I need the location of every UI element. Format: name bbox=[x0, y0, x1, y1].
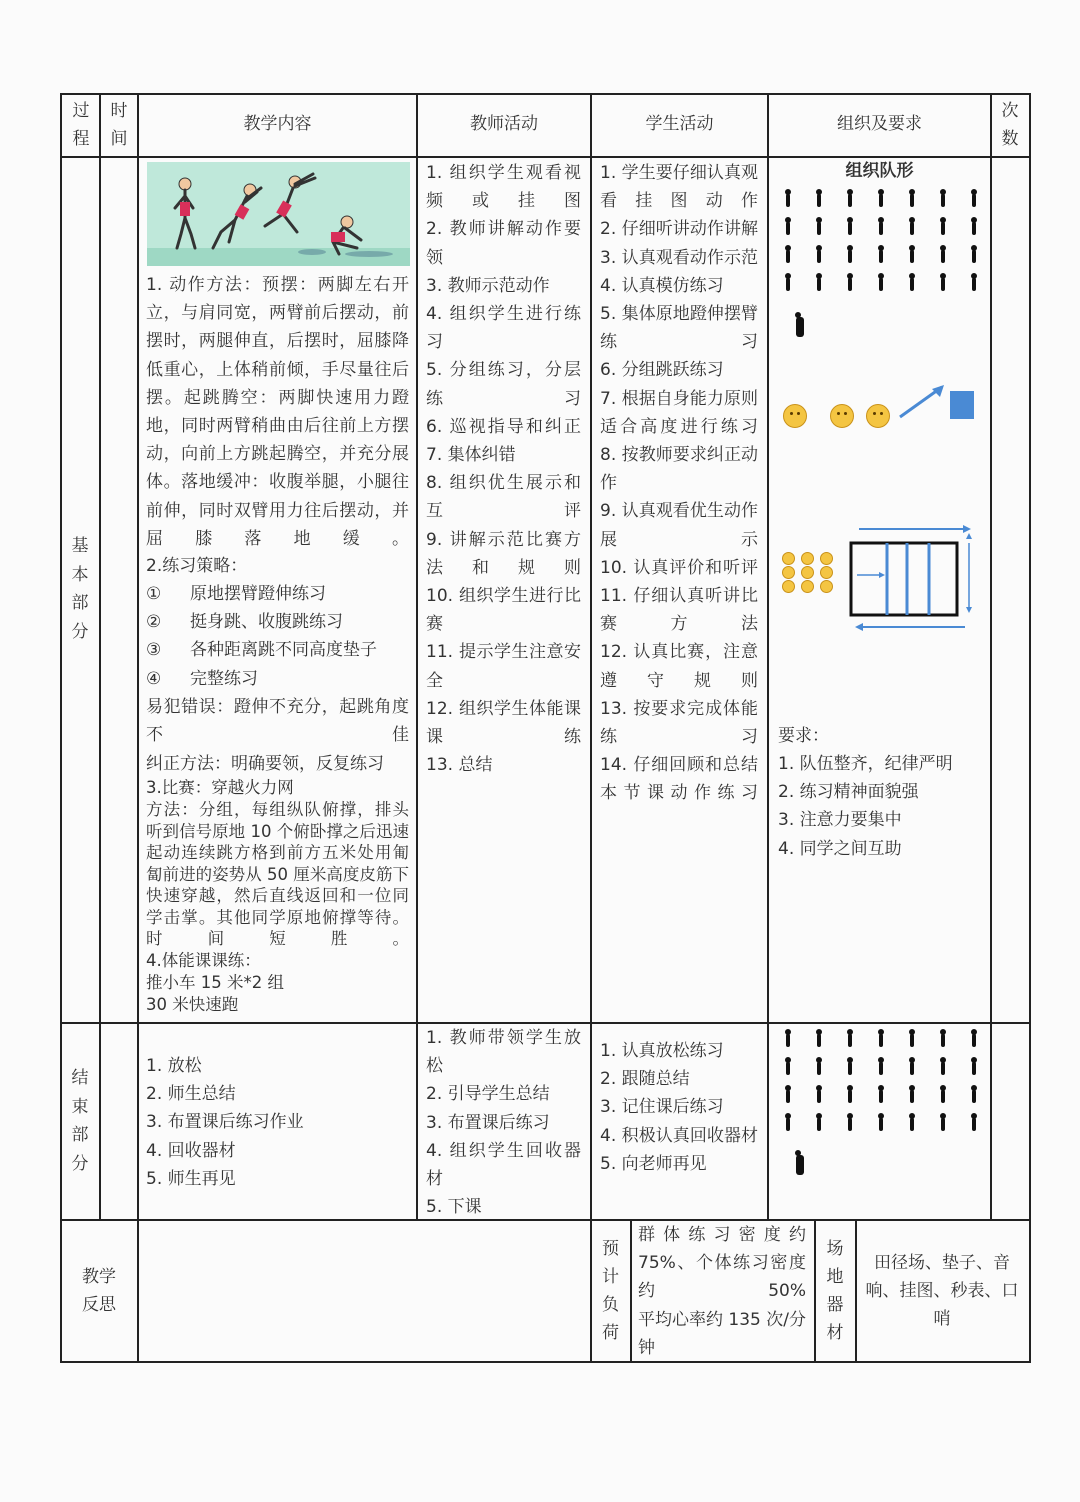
student-figure-icon bbox=[972, 250, 976, 263]
student-figure-icon bbox=[786, 1090, 790, 1103]
ending-teacher-item: 4. 组织学生回收器材 bbox=[426, 1140, 581, 1190]
student-figure-icon bbox=[941, 250, 945, 263]
requirements-title: 要求： bbox=[778, 726, 829, 746]
student-figure-icon bbox=[786, 222, 790, 235]
student-figure-icon bbox=[879, 278, 883, 291]
jump-arrow-icon bbox=[896, 381, 948, 421]
student-figure-icon bbox=[786, 1062, 790, 1075]
teacher-activity-item: 1. 组织学生观看视频或挂图 bbox=[426, 163, 581, 212]
fitness-title: 4.体能课课练： bbox=[146, 951, 261, 970]
student-figure-icon bbox=[910, 222, 914, 235]
student-figure-icon bbox=[910, 1118, 914, 1131]
load-label: 预计负荷 bbox=[602, 1239, 619, 1343]
student-figure-icon bbox=[879, 250, 883, 263]
ending-section-label: 结束部分 bbox=[71, 1068, 89, 1174]
student-figure-icon bbox=[972, 1118, 976, 1131]
teacher-activity-item: 4. 组织学生进行练习 bbox=[426, 304, 581, 353]
teacher-activity-item: 8. 组织优生展示和互评 bbox=[426, 473, 581, 522]
col-divider-process bbox=[99, 93, 101, 1219]
student-figure-icon bbox=[848, 194, 852, 207]
reflection-label: 教学反思 bbox=[82, 1267, 116, 1315]
team-smiley-icon bbox=[782, 552, 795, 565]
student-figure-icon bbox=[786, 278, 790, 291]
team-smiley-icon bbox=[782, 566, 795, 579]
header-process: 过程 bbox=[72, 101, 90, 149]
student-activity-item: 2. 仔细听讲动作讲解 bbox=[600, 219, 758, 240]
load-density-text: 群体练习密度约 75%、个体练习密度约 50% bbox=[638, 1225, 806, 1302]
col-divider-student bbox=[767, 93, 769, 1219]
student-figure-icon bbox=[879, 1062, 883, 1075]
common-errors-text: 易犯错误：蹬伸不充分，起跳角度不佳 bbox=[146, 697, 409, 746]
ending-content-item: 2. 师生总结 bbox=[146, 1084, 236, 1105]
team-smiley-icon bbox=[820, 552, 833, 565]
fitness-item-1: 推小车 15 米*2 组 bbox=[146, 973, 284, 992]
ending-content-item: 3. 布置课后练习作业 bbox=[146, 1112, 304, 1133]
ending-content-item: 1. 放松 bbox=[146, 1056, 202, 1076]
student-activity-item: 12. 认真比赛，注意遵守规则 bbox=[600, 642, 758, 691]
student-smiley-icon bbox=[830, 404, 854, 428]
game-title: 3.比赛：穿越火力网 bbox=[146, 778, 294, 797]
table-border-bottom bbox=[60, 1361, 1030, 1363]
col-divider-org bbox=[990, 93, 992, 1219]
header-times: 次数 bbox=[1001, 101, 1019, 149]
student-figure-icon bbox=[848, 250, 852, 263]
venue-equipment-text: 田径场、垫子、音响、挂图、秒表、口哨 bbox=[865, 1252, 1019, 1330]
load-heart-rate-text: 平均心率约 135 次/分钟 bbox=[638, 1310, 806, 1359]
teacher-activity-item: 12. 组织学生体能课课练 bbox=[426, 698, 581, 748]
ending-student-list bbox=[600, 1037, 758, 1178]
requirement-item: 3. 注意力要集中 bbox=[778, 810, 902, 831]
ending-student-item: 1. 认真放松练习 bbox=[600, 1041, 724, 1061]
student-figure-icon bbox=[817, 222, 821, 235]
lesson-plan-table bbox=[60, 93, 1030, 1363]
teacher-activity-item: 11. 提示学生注意安全 bbox=[426, 642, 581, 691]
ending-student-item: 4. 积极认真回收器材 bbox=[600, 1125, 758, 1146]
student-figure-icon bbox=[910, 278, 914, 291]
team-smiley-icon bbox=[801, 552, 814, 565]
student-figure-icon bbox=[817, 194, 821, 207]
student-figure-icon bbox=[910, 250, 914, 263]
student-figure-icon bbox=[817, 1090, 821, 1103]
student-activity-item: 14. 仔细回顾和总结本节课动作练习 bbox=[600, 755, 758, 804]
student-figure-icon bbox=[972, 1034, 976, 1047]
strategy-item: ① 原地摆臂蹬伸练习 bbox=[146, 584, 326, 604]
formation-grid-ending bbox=[780, 1028, 980, 1138]
teacher-figure bbox=[796, 1155, 804, 1175]
student-figure-icon bbox=[879, 1090, 883, 1103]
ending-student-item: 5. 向老师再见 bbox=[600, 1153, 707, 1174]
student-figure-icon bbox=[848, 1090, 852, 1103]
ending-content-list bbox=[146, 1052, 409, 1193]
strategy-list bbox=[146, 580, 409, 693]
team-smiley-icon bbox=[820, 580, 833, 593]
col-divider-content bbox=[416, 93, 418, 1219]
requirement-item: 4. 同学之间互助 bbox=[778, 838, 902, 859]
teacher-activity-item: 7. 集体纠错 bbox=[426, 445, 516, 466]
student-figure-icon bbox=[941, 1118, 945, 1131]
fitness-item-2: 30 米快速跑 bbox=[146, 995, 239, 1014]
student-figure-icon bbox=[786, 1118, 790, 1131]
student-smiley-icon bbox=[783, 404, 807, 428]
student-figure-icon bbox=[910, 1062, 914, 1075]
student-activity-item: 1. 学生要仔细认真观看挂图动作 bbox=[600, 163, 758, 212]
student-figure-icon bbox=[879, 1034, 883, 1047]
student-figure-icon bbox=[786, 1034, 790, 1047]
strategy-title: 2.练习策略： bbox=[146, 556, 248, 576]
game-method-text: 方法：分组，每组纵队俯撑，排头听到信号原地 10 个俯卧撑之后迅速起动连续跳方格到前方五米处用匍匐前进的姿势从 50 厘米高度皮筋下快速穿越，然后直线返回和一位同学击掌。其他同学原地俯撑等待。时间短胜。 bbox=[146, 800, 409, 948]
teacher-activity-item: 6. 巡视指导和纠正 bbox=[426, 416, 581, 437]
student-figure-icon bbox=[941, 278, 945, 291]
student-figure-icon bbox=[972, 222, 976, 235]
ending-student-item: 3. 记住课后练习 bbox=[600, 1097, 724, 1118]
student-figure-icon bbox=[817, 1062, 821, 1075]
teacher-activity-item: 10. 组织学生进行比赛 bbox=[426, 586, 581, 635]
col-divider-time bbox=[137, 93, 139, 1363]
student-activity-item: 10. 认真评价和听评 bbox=[600, 557, 758, 578]
teacher-activity-item: 3. 教师示范动作 bbox=[426, 275, 550, 296]
ending-teacher-item: 1. 教师带领学生放松 bbox=[426, 1028, 581, 1077]
strategy-item: ④ 完整练习 bbox=[146, 668, 258, 689]
ending-teacher-item: 2. 引导学生总结 bbox=[426, 1084, 550, 1105]
student-activity-item: 5. 集体原地蹬伸摆臂练习 bbox=[600, 304, 758, 353]
landing-mat-icon bbox=[950, 391, 974, 419]
student-figure-icon bbox=[910, 1034, 914, 1047]
teacher-figure bbox=[796, 317, 804, 337]
teacher-activity-item: 13. 总结 bbox=[426, 755, 493, 776]
team-smiley-icon bbox=[801, 580, 814, 593]
requirement-item: 1. 队伍整齐，纪律严明 bbox=[778, 754, 953, 774]
student-figure-icon bbox=[786, 250, 790, 263]
student-figure-icon bbox=[786, 194, 790, 207]
student-figure-icon bbox=[879, 1118, 883, 1131]
student-figure-icon bbox=[848, 222, 852, 235]
student-figure-icon bbox=[817, 1118, 821, 1131]
student-activity-item: 11. 仔细认真听讲比赛方法 bbox=[600, 586, 758, 635]
student-activity-list bbox=[600, 159, 758, 808]
team-smiley-icon bbox=[820, 566, 833, 579]
teacher-activity-item: 5. 分组练习，分层练习 bbox=[426, 360, 581, 409]
col-divider-teacher bbox=[590, 93, 592, 1363]
header-content: 教学内容 bbox=[243, 114, 312, 135]
requirements-list bbox=[778, 750, 988, 863]
student-figure-icon bbox=[972, 1062, 976, 1075]
table-border-right bbox=[1029, 93, 1031, 1363]
student-activity-item: 7. 根据自身能力原则适合高度进行练习 bbox=[600, 388, 758, 437]
student-figure-icon bbox=[848, 278, 852, 291]
student-figure-icon bbox=[941, 1062, 945, 1075]
student-activity-item: 4. 认真模仿练习 bbox=[600, 275, 724, 296]
long-jump-illustration bbox=[147, 162, 410, 266]
teacher-activity-list bbox=[426, 159, 581, 779]
student-activity-item: 13. 按要求完成体能练习 bbox=[600, 698, 758, 748]
requirement-item: 2. 练习精神面貌强 bbox=[778, 782, 919, 803]
game-field-diagram bbox=[845, 523, 975, 635]
student-figure-icon bbox=[972, 194, 976, 207]
student-activity-item: 6. 分组跳跃练习 bbox=[600, 360, 724, 381]
teacher-activity-item: 9. 讲解示范比赛方法和规则 bbox=[426, 529, 581, 578]
action-method-text: 1. 动作方法：预摆：两脚左右开立，与肩同宽，两臂前后摆动，前摆时，两腿伸直，后摆时，屈膝降低重心，上体稍前倾，手尽量往后摆。起跳腾空：两脚快速用力蹬地，同时两臂稍曲由后往前上方摆动，向前上方跳起腾空，并充分展体。落地缓冲：收腹举腿，小腿往前伸，同时双臂用力往后摆动，并屈膝落地缓。 bbox=[146, 275, 409, 549]
header-organization: 组织及要求 bbox=[837, 114, 922, 135]
formation-title: 组织队形 bbox=[845, 161, 914, 181]
team-smiley-icon bbox=[782, 580, 795, 593]
student-figure-icon bbox=[910, 1090, 914, 1103]
student-figure-icon bbox=[941, 1090, 945, 1103]
student-figure-icon bbox=[941, 194, 945, 207]
footer-divider-load bbox=[630, 1219, 632, 1362]
header-teacher: 教师活动 bbox=[470, 114, 538, 135]
teacher-activity-item: 2. 教师讲解动作要领 bbox=[426, 219, 581, 268]
student-activity-item: 8. 按教师要求纠正动作 bbox=[600, 445, 758, 494]
strategy-item: ② 挺身跳、收腹跳练习 bbox=[146, 612, 343, 633]
header-student: 学生活动 bbox=[645, 114, 714, 135]
student-figure-icon bbox=[817, 278, 821, 291]
student-figure-icon bbox=[817, 250, 821, 263]
student-figure-icon bbox=[817, 1034, 821, 1047]
venue-label: 场地器材 bbox=[826, 1239, 844, 1343]
ending-content-item: 4. 回收器材 bbox=[146, 1140, 236, 1161]
footer-divider-venue bbox=[855, 1219, 857, 1362]
student-figure-icon bbox=[848, 1062, 852, 1075]
student-smiley-icon bbox=[866, 404, 890, 428]
ending-student-item: 2. 跟随总结 bbox=[600, 1069, 690, 1090]
student-activity-item: 3. 认真观看动作示范 bbox=[600, 247, 758, 268]
ending-teacher-item: 5. 下课 bbox=[426, 1197, 482, 1218]
team-smiley-icon bbox=[801, 566, 814, 579]
ending-content-item: 5. 师生再见 bbox=[146, 1168, 236, 1189]
student-figure-icon bbox=[879, 222, 883, 235]
student-figure-icon bbox=[972, 278, 976, 291]
ending-teacher-list bbox=[426, 1024, 581, 1221]
header-time: 时间 bbox=[110, 101, 128, 149]
student-figure-icon bbox=[910, 194, 914, 207]
student-figure-icon bbox=[972, 1090, 976, 1103]
correction-text: 纠正方法：明确要领，反复练习 bbox=[146, 754, 384, 774]
student-figure-icon bbox=[941, 1034, 945, 1047]
strategy-item: ③ 各种距离跳不同高度垫子 bbox=[146, 640, 377, 661]
relay-team-smileys bbox=[782, 552, 842, 598]
ending-teacher-item: 3. 布置课后练习 bbox=[426, 1112, 550, 1133]
student-figure-icon bbox=[848, 1034, 852, 1047]
student-figure-icon bbox=[941, 222, 945, 235]
formation-grid-basic bbox=[780, 188, 980, 298]
student-figure-icon bbox=[879, 194, 883, 207]
basic-section-label: 基本部分 bbox=[71, 536, 89, 642]
student-activity-item: 9. 认真观看优生动作展示 bbox=[600, 501, 758, 550]
student-figure-icon bbox=[848, 1118, 852, 1131]
